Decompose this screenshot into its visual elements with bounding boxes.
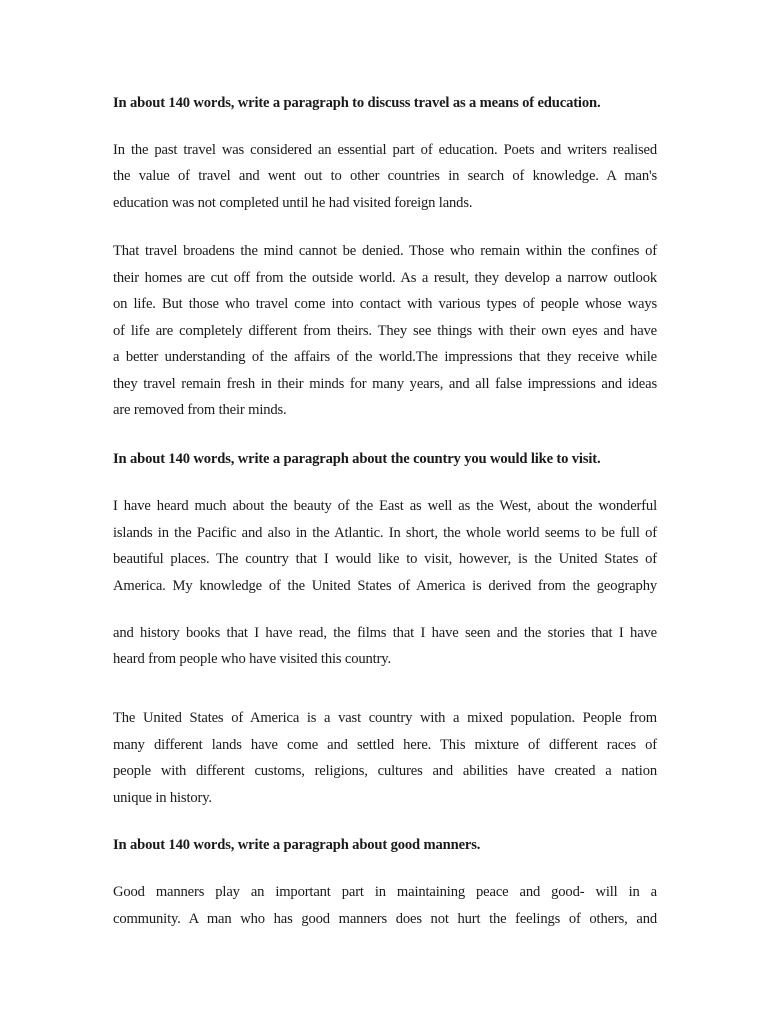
- paragraph-line: on life. But those who travel come into contact with various types of people whose ways: [113, 296, 657, 312]
- paragraph-line: and history books that I have read, the films that I have seen and the stories that I have: [113, 625, 657, 641]
- paragraph-line: education was not completed until he had visited foreign lands.: [113, 195, 473, 211]
- paragraph-line: That travel broadens the mind cannot be denied. Those who remain within the confines of: [113, 243, 657, 259]
- paragraph-line: beautiful places. The country that I would like to visit, however, is the United States of: [113, 551, 657, 567]
- paragraph-line: people with different customs, religions, cultures and abilities have created a nation: [113, 763, 657, 779]
- paragraph-line: are removed from their minds.: [113, 402, 287, 418]
- paragraph-line: community. A man who has good manners does not hurt the feelings of others, and: [113, 911, 657, 927]
- paragraph-line: The United States of America is a vast country with a mixed population. People from: [113, 710, 657, 726]
- paragraph-line: America. My knowledge of the United States of America is derived from the geography: [113, 578, 657, 594]
- paragraph-line: unique in history.: [113, 790, 212, 806]
- heading-country-visit: In about 140 words, write a paragraph about the country you would like to visit.: [113, 451, 601, 467]
- paragraph-line: many different lands have come and settled here. This mixture of different races of: [113, 737, 657, 753]
- paragraph-line: In the past travel was considered an essential part of education. Poets and writers realised: [113, 142, 657, 158]
- paragraph-line: the value of travel and went out to other countries in search of knowledge. A man's: [113, 168, 657, 184]
- paragraph-line: of life are completely different from theirs. They see things with their own eyes and have: [113, 323, 657, 339]
- paragraph-line: islands in the Pacific and also in the Atlantic. In short, the whole world seems to be full of: [113, 525, 657, 541]
- paragraph-line: a better understanding of the affairs of the world.The impressions that they receive while: [113, 349, 657, 365]
- paragraph-line: I have heard much about the beauty of the East as well as the West, about the wonderful: [113, 498, 657, 514]
- paragraph-line: their homes are cut off from the outside world. As a result, they develop a narrow outlook: [113, 270, 657, 286]
- paragraph-line: Good manners play an important part in maintaining peace and good- will in a: [113, 884, 657, 900]
- heading-travel-education: In about 140 words, write a paragraph to discuss travel as a means of education.: [113, 95, 601, 111]
- heading-good-manners: In about 140 words, write a paragraph about good manners.: [113, 837, 481, 853]
- paragraph-line: heard from people who have visited this country.: [113, 651, 391, 667]
- paragraph-line: they travel remain fresh in their minds for many years, and all false impressions and ideas: [113, 376, 657, 392]
